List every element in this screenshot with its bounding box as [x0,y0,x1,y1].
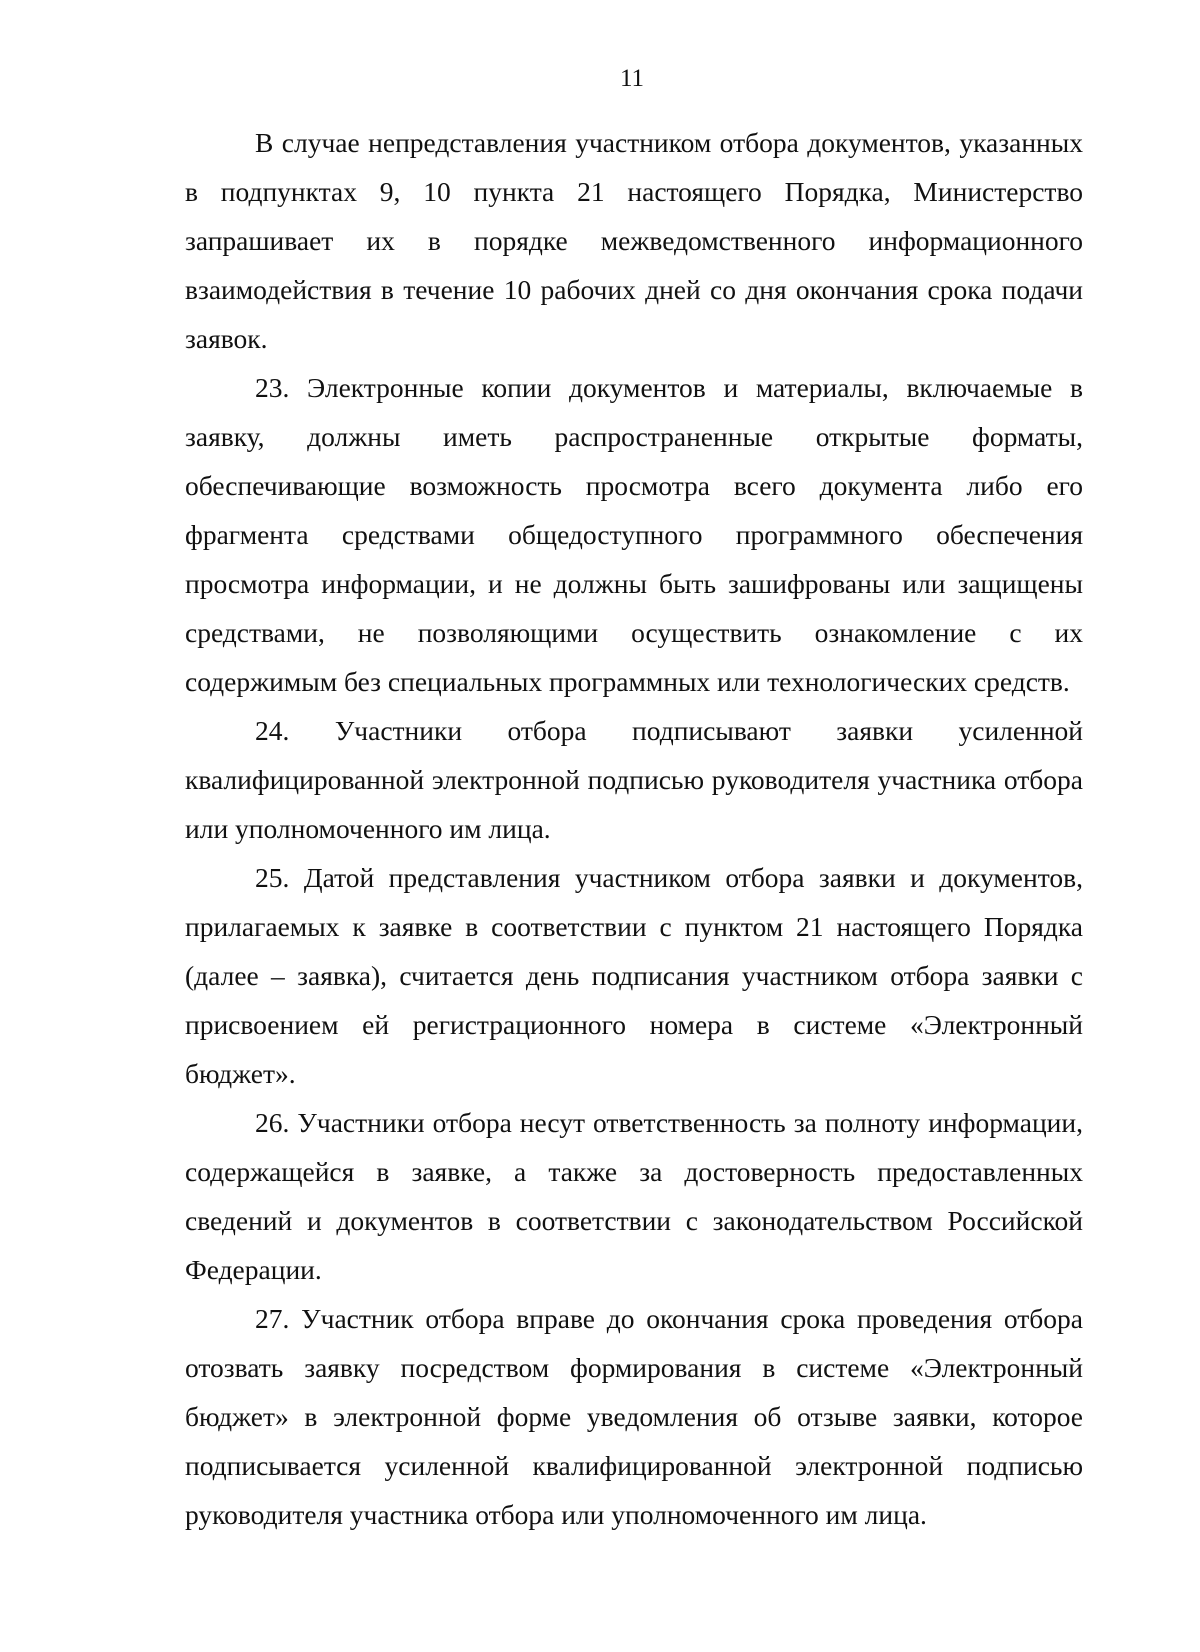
paragraph-missing-documents: В случае непредставления участником отбора документов, указанных в подпунктах 9, 10 пункта 21 настоящего Порядка, Министерство запрашивает их в порядке межведомственного информационного взаимодействия в течение 10 рабочих дней со дня окончания срока подачи заявок. [185,127,1083,354]
paragraph-27-withdrawal: 27. Участник отбора вправе до окончания срока проведения отбора отозвать заявку посредством формирования в системе «Электронный бюджет» в электронной форме уведомления об отзыве заявки, которое подписывается усиленной квалифицированной электронной подписью руководителя участника отбора или уполномоченного им лица. [185,1303,1083,1530]
paragraph-26-responsibility: 26. Участники отбора несут ответственность за полноту информации, содержащейся в заявке, а также за достоверность предоставленных сведений и документов в соответствии с законодательством Российской Федерации. [185,1107,1083,1285]
paragraph-25-submission-date: 25. Датой представления участником отбора заявки и документов, прилагаемых к заявке в соответствии с пунктом 21 настоящего Порядка (далее – заявка), считается день подписания участником отбора заявки с присвоением ей регистрационного номера в системе «Электронный бюджет». [185,862,1083,1089]
paragraph-24-signing: 24. Участники отбора подписывают заявки усиленной квалифицированной электронной подписью руководителя участника отбора или уполномоченного им лица. [185,715,1083,844]
paragraph-23-electronic-copies: 23. Электронные копии документов и материалы, включаемые в заявку, должны иметь распространенные открытые форматы, обеспечивающие возможность просмотра всего документа либо его фрагмента средствами общедоступного программного обеспечения просмотра информации, и не должны быть зашифрованы или защищены средствами, не позволяющими осуществить ознакомление с их содержимым без специальных программных или технологических средств. [185,372,1083,697]
document-body [185,118,1083,1539]
page-number: 11 [619,65,645,92]
